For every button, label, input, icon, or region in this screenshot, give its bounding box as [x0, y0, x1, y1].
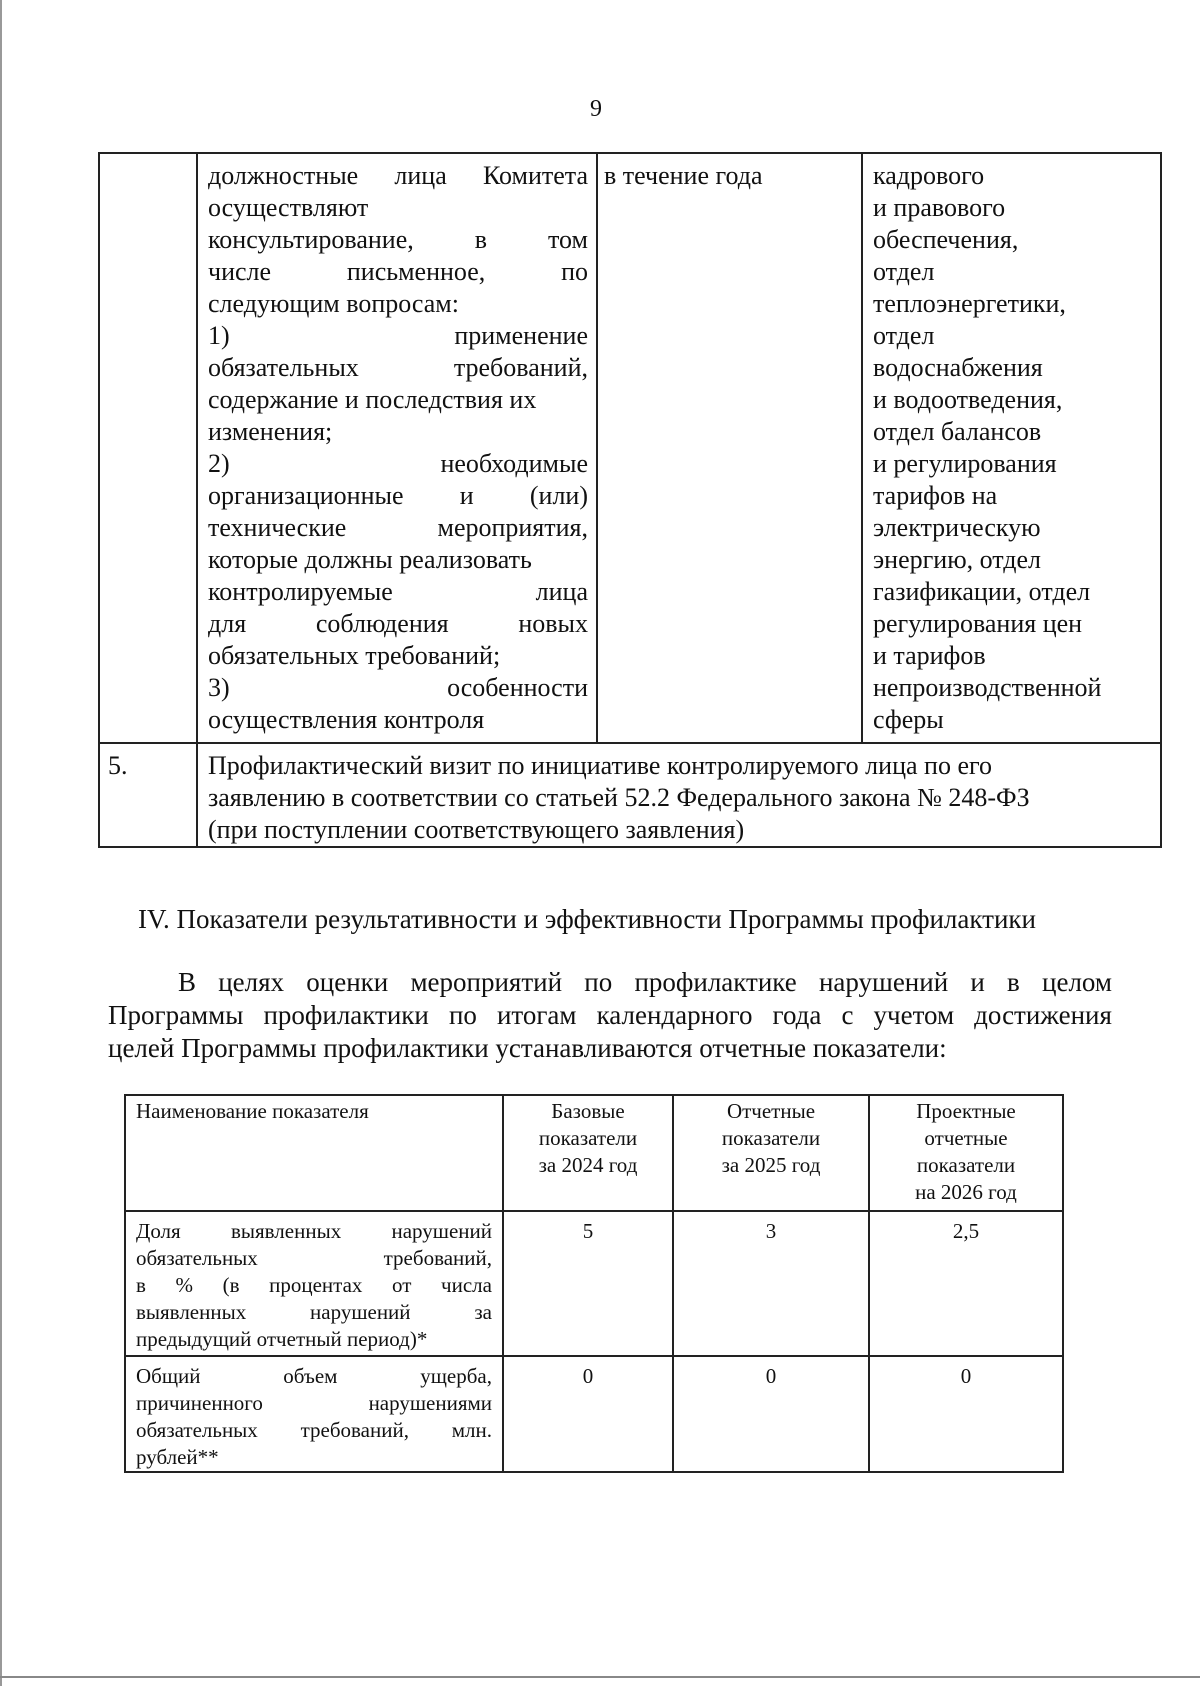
text-line	[136, 1390, 492, 1417]
text-line	[208, 192, 588, 224]
text-word: обязательных	[136, 1418, 258, 1442]
text-line	[136, 1363, 492, 1390]
text-line: и водоотведения,	[873, 385, 1063, 414]
text-word: в	[474, 225, 488, 254]
text-word: от	[392, 1273, 412, 1297]
text-word: выявленных	[136, 1300, 247, 1324]
header-indicator-name: Наименование показателя	[125, 1095, 503, 1211]
text-word: профилактики	[263, 1000, 429, 1030]
text-word: календарного	[596, 1000, 753, 1030]
text-line	[136, 1299, 492, 1326]
text-word: причиненного	[136, 1391, 263, 1415]
text-word: млн.	[451, 1418, 492, 1442]
text-word: новых	[518, 609, 588, 638]
text-word: осуществляют	[208, 193, 369, 222]
text-word: лица	[535, 577, 588, 606]
text-word: мероприятия,	[437, 513, 588, 542]
text-word: Программы	[108, 1000, 244, 1030]
text-word: мероприятий	[410, 967, 563, 997]
text-word: требований,	[453, 353, 588, 382]
text-word: (в	[222, 1273, 240, 1297]
text-line: заявлению в соответствии со статьей 52.2 Федерального закона № 248-ФЗ	[208, 783, 1030, 812]
text-word: Доля	[136, 1219, 181, 1243]
page-number: 9	[590, 96, 602, 122]
text-line: регулирования цен	[873, 609, 1083, 638]
text-word: следующим вопросам:	[208, 289, 459, 318]
text-line: обеспечения,	[873, 225, 1019, 254]
text-line	[208, 480, 588, 512]
projected-value-cell: 0	[869, 1356, 1063, 1472]
text-word: должностные	[208, 161, 359, 190]
header-line: Базовые	[551, 1099, 625, 1123]
text-word: письменное,	[346, 257, 486, 286]
text-line: отдел	[873, 257, 935, 286]
text-word: соблюдения	[315, 609, 449, 638]
text-line	[208, 352, 588, 384]
paragraph-line	[108, 966, 1112, 999]
header-line: Проектные	[916, 1099, 1016, 1123]
text-word: и	[459, 481, 474, 510]
text-line	[208, 512, 588, 544]
text-word: в	[1007, 967, 1020, 997]
table-row	[125, 1211, 1063, 1356]
text-word: %	[175, 1273, 194, 1297]
text-word: консультирование,	[208, 225, 414, 254]
text-word: по	[561, 257, 588, 286]
text-word: рублей**	[136, 1445, 219, 1469]
activity-description-cell	[197, 743, 1161, 847]
term-cell	[597, 153, 862, 743]
header-text	[678, 1098, 864, 1179]
header-line: показатели	[538, 1126, 638, 1150]
text-word: за	[474, 1300, 492, 1324]
text-line	[136, 1444, 492, 1471]
header-text	[874, 1098, 1058, 1206]
text-line	[136, 1272, 492, 1299]
row-number-cell	[99, 153, 197, 743]
text-line	[208, 160, 588, 192]
text-word: учетом	[873, 1000, 955, 1030]
text-line	[208, 256, 588, 288]
scan-edge-left	[0, 0, 2, 1686]
text-word: с	[841, 1000, 854, 1030]
projected-value-cell: 2,5	[869, 1211, 1063, 1356]
header-reported	[673, 1095, 869, 1211]
text-word: изменения;	[208, 417, 333, 446]
text-line	[136, 1218, 492, 1245]
text-line	[208, 320, 588, 352]
text-line	[208, 704, 588, 736]
text-word: 1)	[208, 321, 230, 350]
text-word: обязательных требований;	[208, 641, 501, 670]
text-word: применение	[454, 321, 588, 350]
text-word: лица	[394, 161, 447, 190]
header-line: за 2024 год	[538, 1153, 638, 1177]
header-line: показатели	[721, 1126, 821, 1150]
text-line: электрическую	[873, 513, 1041, 542]
text-word: необходимые	[440, 449, 588, 478]
text-line	[208, 224, 588, 256]
text-line: и регулирования	[873, 449, 1057, 478]
text-line: водоснабжения	[873, 353, 1043, 382]
indicators-table	[124, 1094, 1064, 1473]
table-header-row	[125, 1095, 1063, 1211]
text-line: теплоэнергетики,	[873, 289, 1066, 318]
text-word: технические	[208, 513, 347, 542]
activity-description	[208, 160, 588, 736]
header-line: отчетные	[924, 1126, 1008, 1150]
text-word: целей Программы профилактики устанавливаются отчетные показатели:	[108, 1033, 947, 1063]
text-word: выявленных	[230, 1219, 342, 1243]
text-word: процентах	[269, 1273, 363, 1297]
text-line: энергию, отдел	[873, 545, 1042, 574]
indicator-name	[136, 1218, 492, 1353]
text-line: (при поступлении соответствующего заявления)	[208, 815, 745, 844]
text-line: Профилактический визит по инициативе контролируемого лица по его	[208, 751, 992, 780]
text-line	[208, 544, 588, 576]
text-word: 2)	[208, 449, 230, 478]
header-line: показатели	[916, 1153, 1016, 1177]
indicator-name-cell	[125, 1356, 503, 1472]
text-line	[208, 288, 588, 320]
text-word: оценки	[306, 967, 389, 997]
scan-edge-bottom	[0, 1676, 1200, 1678]
text-line	[136, 1417, 492, 1444]
text-word: контролируемые	[208, 577, 393, 606]
table-row	[99, 743, 1161, 847]
text-line: отдел балансов	[873, 417, 1042, 446]
text-line	[208, 416, 588, 448]
text-word: Комитета	[482, 161, 588, 190]
activity-description-cell	[197, 153, 597, 743]
text-word: нарушениями	[368, 1391, 492, 1415]
header-base	[503, 1095, 673, 1211]
text-line: кадрового	[873, 161, 985, 190]
text-word: осуществления контроля	[208, 705, 485, 734]
row-number-cell: 5.	[99, 743, 197, 847]
table-row	[99, 153, 1161, 743]
text-word: нарушений	[391, 1219, 492, 1243]
section-heading: IV. Показатели результативности и эффективности Программы профилактики	[138, 904, 1036, 934]
header-projected	[869, 1095, 1063, 1211]
text-word: итогам	[496, 1000, 577, 1030]
text-word: ущерба,	[420, 1364, 492, 1388]
text-word: целом	[1042, 967, 1112, 997]
text-word: Общий	[136, 1364, 201, 1388]
text-line	[208, 608, 588, 640]
text-word: года	[772, 1000, 822, 1030]
text-word: достижения	[974, 1000, 1112, 1030]
text-word: по	[584, 967, 613, 997]
text-word: профилактике	[634, 967, 797, 997]
header-line: на 2026 год	[915, 1180, 1017, 1204]
header-text	[508, 1098, 668, 1179]
header-line: за 2025 год	[721, 1153, 821, 1177]
text-word: 3)	[208, 673, 230, 702]
text-line: и правового	[873, 193, 1006, 222]
text-line: газификации, отдел	[873, 577, 1091, 606]
text-word: числа	[441, 1273, 492, 1297]
text-word: обязательных	[136, 1246, 258, 1270]
text-word: (или)	[529, 481, 588, 510]
responsible-departments	[873, 160, 1156, 736]
base-value-cell: 5	[503, 1211, 673, 1356]
text-line	[208, 640, 588, 672]
text-line	[208, 672, 588, 704]
term-text: в течение года	[604, 161, 763, 190]
activity-description	[208, 750, 1152, 846]
text-word: том	[548, 225, 588, 254]
text-line: отдел	[873, 321, 935, 350]
text-word: объем	[283, 1364, 338, 1388]
text-line: сферы	[873, 705, 944, 734]
text-word: предыдущий отчетный период)*	[136, 1327, 428, 1351]
responsible-cell	[862, 153, 1161, 743]
text-word: в	[136, 1273, 146, 1297]
text-word: нарушений	[310, 1300, 411, 1324]
text-word: для	[208, 609, 247, 638]
text-word: по	[448, 1000, 477, 1030]
table-row	[125, 1356, 1063, 1472]
text-word: нарушений	[818, 967, 949, 997]
header-line: Отчетные	[726, 1099, 816, 1123]
text-word: числе	[208, 257, 272, 286]
reported-value-cell: 0	[673, 1356, 869, 1472]
text-word: требований,	[300, 1418, 409, 1442]
text-word: особенности	[447, 673, 588, 702]
text-line	[208, 576, 588, 608]
text-word: обязательных	[208, 353, 359, 382]
paragraph-line	[108, 999, 1112, 1032]
text-word: содержание и последствия их	[208, 385, 537, 414]
text-line	[208, 448, 588, 480]
paragraph-line	[108, 1032, 1112, 1065]
text-word: организационные	[208, 481, 404, 510]
text-line: непроизводственной	[873, 673, 1102, 702]
text-word: целях	[218, 967, 285, 997]
text-line: тарифов на	[873, 481, 998, 510]
base-value-cell: 0	[503, 1356, 673, 1472]
text-line	[136, 1245, 492, 1272]
reported-value-cell: 3	[673, 1211, 869, 1356]
text-line	[208, 384, 588, 416]
indicator-name-cell	[125, 1211, 503, 1356]
text-word: и	[970, 967, 985, 997]
text-line	[136, 1326, 492, 1353]
section-paragraph	[108, 966, 1112, 1065]
indicator-name	[136, 1363, 492, 1471]
text-word: требований,	[383, 1246, 492, 1270]
activities-table	[98, 152, 1162, 848]
text-word: которые должны реализовать	[208, 545, 532, 574]
text-word: В	[178, 967, 197, 997]
text-line: и тарифов	[873, 641, 986, 670]
